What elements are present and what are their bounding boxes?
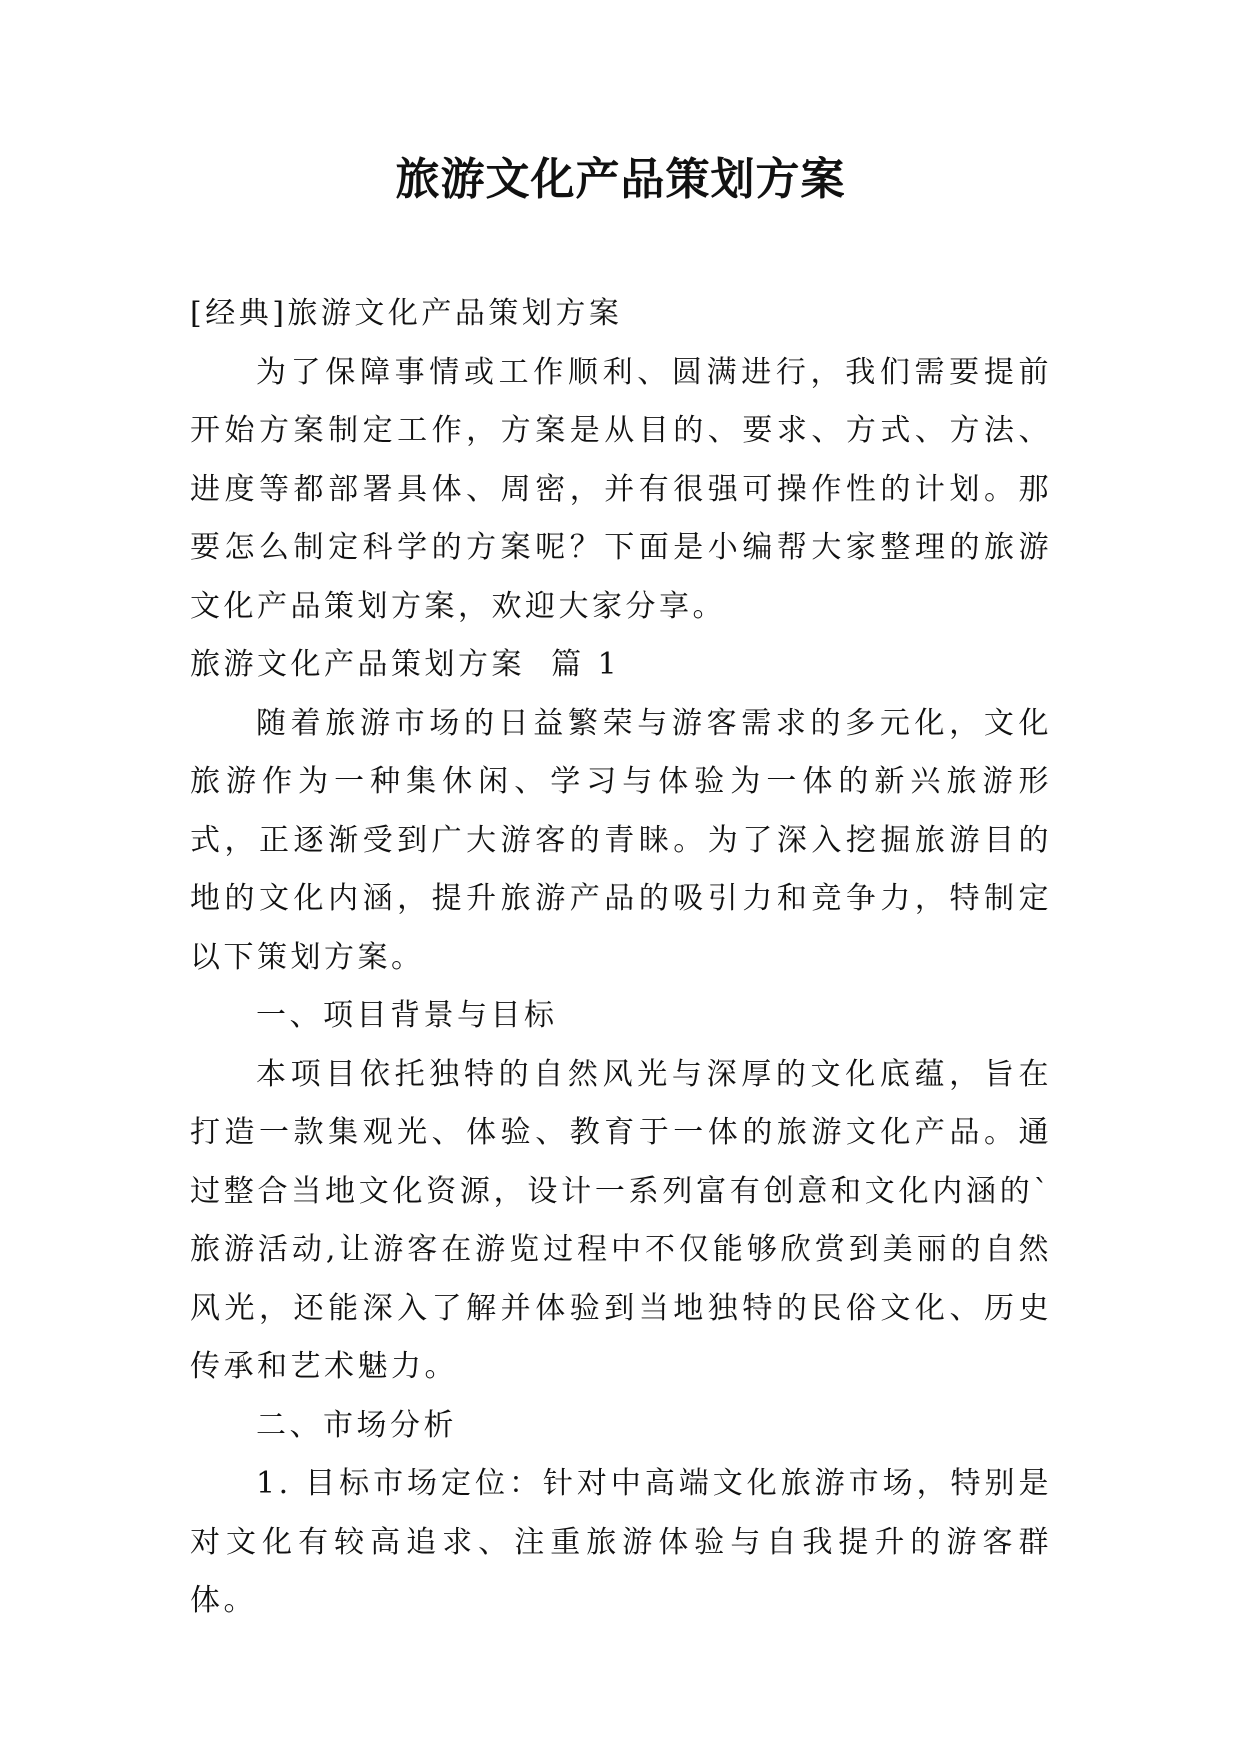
part-heading: 旅游文化产品策划方案 篇 1 — [190, 647, 621, 682]
section-1-paragraph: 本项目依托独特的自然风光与深厚的文化底蕴，旨在打造一款集观光、体验、教育于一体的旅游文化产品。通过整合当地文化资源，设计一系列富有创意和文化内涵的`旅游活动,让游客在游览过程中不仅能够欣赏到美丽的自然风光，还能深入了解并体验到当地独特的民俗文化、历史传承和艺术魅力。 — [190, 1056, 1052, 1384]
intro-paragraph: 为了保障事情或工作顺利、圆满进行，我们需要提前开始方案制定工作，方案是从目的、要求、方式、方法、进度等都部署具体、周密，并有很强可操作性的计划。那要怎么制定科学的方案呢？下面是小编帮大家整理的旅游文化产品策划方案，欢迎大家分享。 — [190, 354, 1052, 624]
section-1-heading: 一、项目背景与目标 — [256, 998, 558, 1033]
section-2-item-1: 1. 目标市场定位：针对中高端文化旅游市场，特别是对文化有较高追求、注重旅游体验与自我提升的游客群体。 — [190, 1466, 1052, 1618]
subtitle-paragraph: [经典]旅游文化产品策划方案 — [190, 296, 623, 331]
document-body — [190, 285, 1052, 1631]
document-title: 旅游文化产品策划方案 — [395, 154, 846, 205]
section-2-heading: 二、市场分析 — [256, 1407, 457, 1443]
part-intro-paragraph: 随着旅游市场的日益繁荣与游客需求的多元化，文化旅游作为一种集休闲、学习与体验为一体的新兴旅游形式，正逐渐受到广大游客的青睐。为了深入挖掘旅游目的地的文化内涵，提升旅游产品的吸引力和竞争力，特制定以下策划方案。 — [190, 705, 1052, 975]
